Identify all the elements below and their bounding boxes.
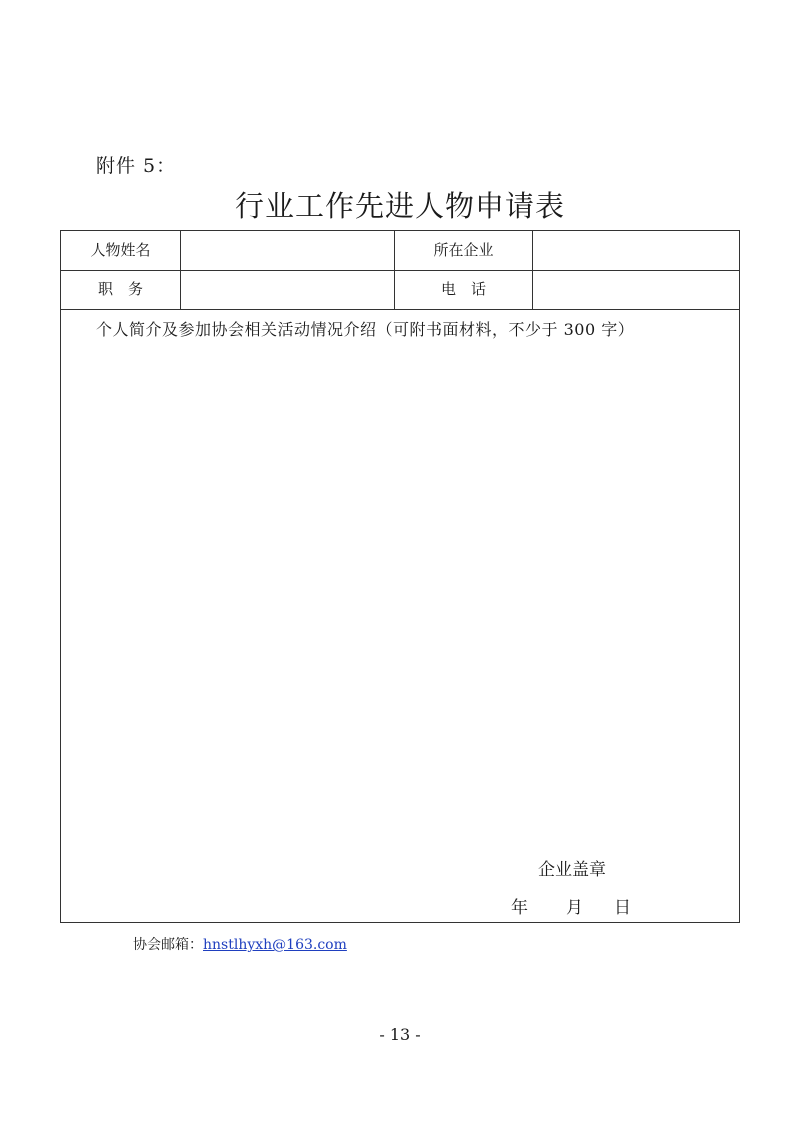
column-divider [532,231,533,309]
date-year-label: 年 [511,898,528,918]
name-label: 人物姓名 [90,241,151,259]
phone-field[interactable] [533,270,739,309]
attachment-label: 附件 5： [96,155,177,177]
application-form [60,230,740,923]
email-prefix: 协会邮箱： [133,937,203,953]
date-day-label: 日 [614,898,631,918]
column-divider [394,231,395,309]
email-link[interactable]: hnstlhyxh@163.com [203,937,347,953]
association-email [133,934,347,954]
form-row-name-company [61,231,739,271]
page-number: - 13 - [379,1025,421,1044]
column-divider [180,231,181,309]
name-field[interactable] [181,231,394,270]
date-month-label: 月 [566,898,583,918]
form-row-position-phone [61,270,739,310]
intro-label: 个人简介及参加协会相关活动情况介绍（可附书面材料，不少于 300 字） [96,320,635,339]
company-label: 所在企业 [433,241,494,259]
company-field[interactable] [533,231,739,270]
page-title: 行业工作先进人物申请表 [234,189,565,223]
position-field[interactable] [181,270,394,309]
position-label: 职 务 [97,280,143,298]
phone-label: 电 话 [440,280,486,298]
company-seal-label: 企业盖章 [538,860,606,880]
